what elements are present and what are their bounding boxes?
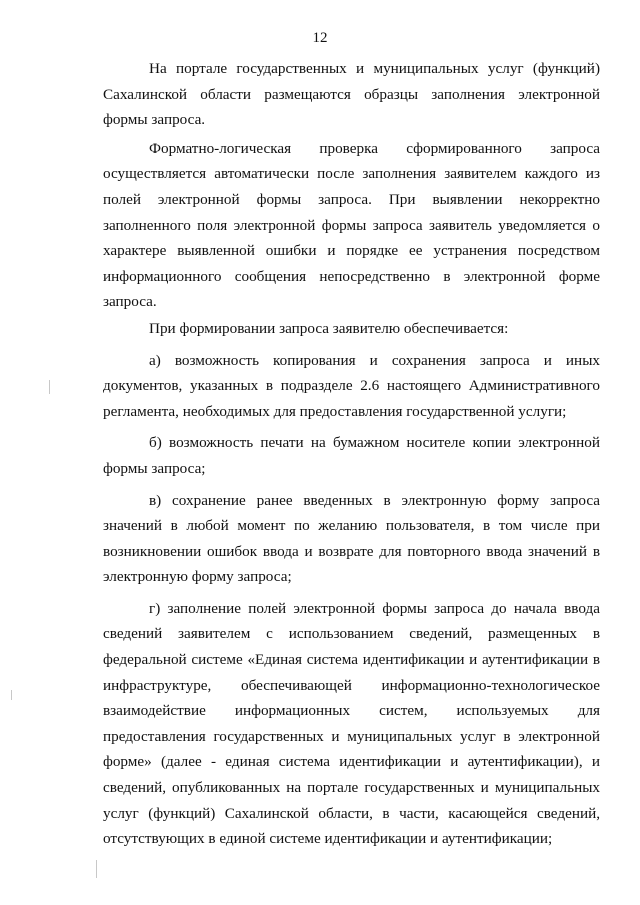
list-item-b: б) возможность печати на бумажном носителе копии электронной формы запроса;: [103, 434, 600, 477]
list-item-a: а) возможность копирования и сохранения запроса и иных документов, указанных в подразделе 2.6 настоящего Административного регламента, необходимых для предоставления государственной услуги;: [103, 351, 600, 420]
list-item-g: г) заполнение полей электронной формы запроса до начала ввода сведений заявителем с использованием сведений, размещенных в федеральной системе «Единая система идентификации и аутентификации в инфраструктуре, обеспечивающей информационно-технологическое взаимодействие информационных систем, используемых для предоставления государственных и муниципальных услуг в электронной форме» (далее - единая система идентификации и аутентификации), и сведений, опубликованных на портале государственных и муниципальных услуг (функций) Сахалинской области, в части, касающейся сведений, отсутствующих в единой системе идентификации и аутентификации;: [103, 599, 600, 848]
paragraph-request-provision: При формировании запроса заявителю обеспечивается:: [149, 319, 509, 337]
scan-mark: [11, 690, 12, 700]
scan-mark: [96, 860, 97, 878]
document-body: [103, 56, 600, 852]
list-item-v: в) сохранение ранее введенных в электронную форму запроса значений в любой момент по желанию пользователя, в том числе при возникновении ошибок ввода и возврате для повторного ввода значений в электронную форму запроса;: [103, 491, 600, 586]
paragraph-format-check: Форматно-логическая проверка сформированного запроса осуществляется автоматически после заполнения заявителем каждого из полей электронной формы запроса. При выявлении некорректно заполненного поля электронной формы запроса заявитель уведомляется о характере выявленной ошибки и порядке ее устранения посредством информационного сообщения непосредственно в электронной форме запроса.: [103, 139, 600, 311]
paragraph-portal-samples: На портале государственных и муниципальных услуг (функций) Сахалинской области размещаются образцы заполнения электронной формы запроса.: [103, 60, 600, 129]
scan-mark: [49, 380, 50, 394]
page-number: 12: [312, 30, 328, 46]
